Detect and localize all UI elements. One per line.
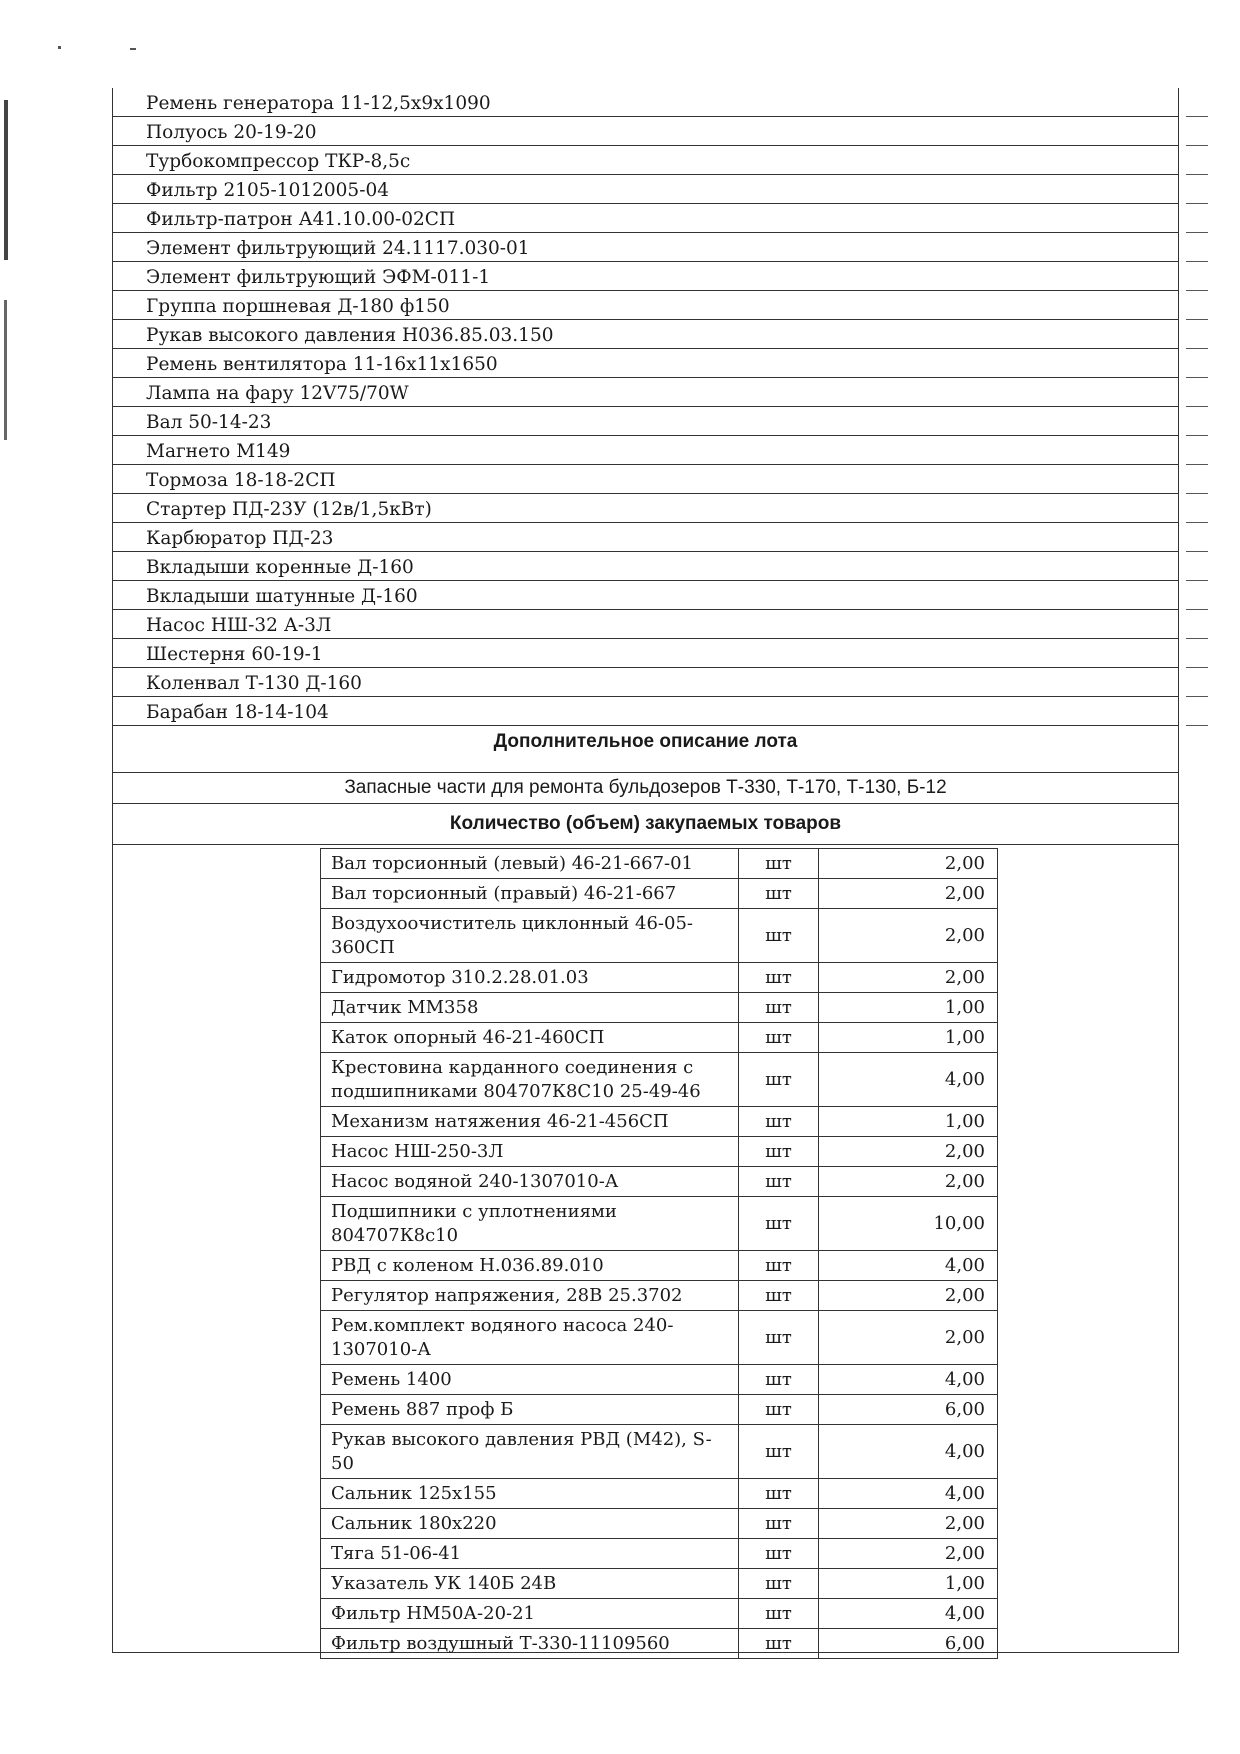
spare-part-row: [113, 552, 1178, 581]
unit-cell: шт: [739, 1629, 819, 1659]
item-name-cell: Воздухоочиститель циклонный 46-05-360СП: [321, 909, 739, 963]
spare-part-row: [113, 494, 1178, 523]
spare-part-name: Вал 50-14-23: [146, 412, 272, 433]
quantity-cell: 4,00: [819, 1365, 998, 1395]
table-row: [321, 879, 998, 909]
item-name-cell: Насос НШ-250-3Л: [321, 1137, 739, 1167]
unit-cell: шт: [739, 1395, 819, 1425]
table-row: [321, 1137, 998, 1167]
row-line-stub: [1186, 406, 1208, 407]
table-row: [321, 1311, 998, 1365]
row-line-stub: [1186, 319, 1208, 320]
spare-part-name: Фильтр 2105-1012005-04: [146, 180, 389, 201]
spare-part-row: [113, 610, 1178, 639]
scan-edge-mark: [4, 300, 7, 440]
scan-edge-mark: [4, 100, 8, 260]
spare-part-row: [113, 581, 1178, 610]
spare-part-name: Шестерня 60-19-1: [146, 644, 323, 665]
spare-part-row: [113, 668, 1178, 697]
spare-part-name: Ремень вентилятора 11-16х11х1650: [146, 354, 498, 375]
row-line-stub: [1186, 522, 1208, 523]
table-row: [321, 1629, 998, 1659]
table-row: [321, 1395, 998, 1425]
table-row: [321, 1197, 998, 1251]
unit-cell: шт: [739, 1107, 819, 1137]
spare-part-row: [113, 523, 1178, 552]
spare-parts-list: [113, 88, 1178, 726]
row-line-stub: [1186, 290, 1208, 291]
table-row: [321, 1251, 998, 1281]
table-row: [321, 1023, 998, 1053]
quantity-cell: 2,00: [819, 963, 998, 993]
spare-part-name: Карбюратор ПД-23: [146, 528, 334, 549]
spare-part-row: [113, 407, 1178, 436]
table-row: [321, 1281, 998, 1311]
quantity-heading: Количество (объем) закупаемых товаров: [113, 804, 1178, 845]
unit-cell: шт: [739, 1365, 819, 1395]
unit-cell: шт: [739, 1281, 819, 1311]
spare-part-name: Стартер ПД-23У (12в/1,5кВт): [146, 499, 432, 520]
spare-part-name: Вкладыши коренные Д-160: [146, 557, 414, 578]
quantity-cell: 10,00: [819, 1197, 998, 1251]
unit-cell: шт: [739, 879, 819, 909]
unit-cell: шт: [739, 963, 819, 993]
quantity-cell: 2,00: [819, 909, 998, 963]
unit-cell: шт: [739, 849, 819, 879]
spare-part-name: Полуось 20-19-20: [146, 122, 317, 143]
table-row: [321, 1425, 998, 1479]
frame-right-line: [1178, 88, 1179, 1653]
item-name-cell: Указатель УК 140Б 24В: [321, 1569, 739, 1599]
quantity-cell: 2,00: [819, 1167, 998, 1197]
row-line-stub: [1186, 551, 1208, 552]
quantity-cell: 4,00: [819, 1479, 998, 1509]
row-line-stub: [1186, 667, 1208, 668]
scan-mark: [130, 48, 136, 50]
table-row: [321, 1167, 998, 1197]
unit-cell: шт: [739, 1479, 819, 1509]
unit-cell: шт: [739, 1167, 819, 1197]
item-name-cell: Крестовина карданного соединения с подшипниками 804707К8С10 25-49-46: [321, 1053, 739, 1107]
quantity-cell: 4,00: [819, 1425, 998, 1479]
spare-part-name: Коленвал Т-130 Д-160: [146, 673, 362, 694]
row-line-stub: [1186, 348, 1208, 349]
spare-part-row: [113, 378, 1178, 407]
table-row: [321, 909, 998, 963]
scan-mark: [58, 46, 61, 49]
spare-part-row: [113, 349, 1178, 378]
quantity-cell: 2,00: [819, 1311, 998, 1365]
item-name-cell: Вал торсионный (левый) 46-21-667-01: [321, 849, 739, 879]
quantity-cell: 4,00: [819, 1053, 998, 1107]
row-line-stub: [1186, 435, 1208, 436]
spare-part-name: Турбокомпрессор ТКР-8,5с: [146, 151, 411, 172]
spare-part-row: [113, 436, 1178, 465]
item-name-cell: Тяга 51-06-41: [321, 1539, 739, 1569]
unit-cell: шт: [739, 1311, 819, 1365]
table-row: [321, 993, 998, 1023]
quantity-cell: 1,00: [819, 1569, 998, 1599]
quantity-cell: 2,00: [819, 1281, 998, 1311]
unit-cell: шт: [739, 1539, 819, 1569]
row-line-stub: [1186, 580, 1208, 581]
quantity-cell: 1,00: [819, 1107, 998, 1137]
spare-part-row: [113, 465, 1178, 494]
quantity-cell: 2,00: [819, 1539, 998, 1569]
row-line-stub: [1186, 609, 1208, 610]
row-line-stub: [1186, 261, 1208, 262]
unit-cell: шт: [739, 1023, 819, 1053]
table-row: [321, 1479, 998, 1509]
item-name-cell: Вал торсионный (правый) 46-21-667: [321, 879, 739, 909]
unit-cell: шт: [739, 993, 819, 1023]
unit-cell: шт: [739, 1425, 819, 1479]
table-row: [321, 1107, 998, 1137]
spare-part-row: [113, 146, 1178, 175]
item-name-cell: Сальник 180х220: [321, 1509, 739, 1539]
row-line-stub: [1186, 145, 1208, 146]
quantity-cell: 1,00: [819, 993, 998, 1023]
item-name-cell: Рем.комплект водяного насоса 240-1307010-А: [321, 1311, 739, 1365]
item-name-cell: Фильтр НМ50А-20-21: [321, 1599, 739, 1629]
spare-part-name: Рукав высокого давления Н036.85.03.150: [146, 325, 554, 346]
table-row: [321, 1053, 998, 1107]
spare-part-row: [113, 291, 1178, 320]
spare-part-row: [113, 117, 1178, 146]
additional-description-heading: Дополнительное описание лота: [113, 712, 1178, 773]
row-line-stub: [1186, 377, 1208, 378]
spare-part-name: Элемент фильтрующий 24.1117.030-01: [146, 238, 530, 259]
item-name-cell: Подшипники с уплотнениями 804707К8с10: [321, 1197, 739, 1251]
table-row: [321, 1509, 998, 1539]
quantity-cell: 6,00: [819, 1395, 998, 1425]
spare-part-row: [113, 233, 1178, 262]
item-name-cell: Каток опорный 46-21-460СП: [321, 1023, 739, 1053]
row-line-stub: [1186, 203, 1208, 204]
row-line-stub: [1186, 174, 1208, 175]
table-row: [321, 849, 998, 879]
spare-part-name: Лампа на фару 12V75/70W: [146, 383, 409, 404]
spare-part-name: Магнето М149: [146, 441, 291, 462]
table-row: [321, 963, 998, 993]
item-name-cell: Механизм натяжения 46-21-456СП: [321, 1107, 739, 1137]
row-line-stub: [1186, 464, 1208, 465]
item-name-cell: Ремень 1400: [321, 1365, 739, 1395]
spare-part-row: [113, 639, 1178, 668]
item-name-cell: Ремень 887 проф Б: [321, 1395, 739, 1425]
item-name-cell: Рукав высокого давления РВД (М42), S-50: [321, 1425, 739, 1479]
quantity-cell: 2,00: [819, 849, 998, 879]
quantity-cell: 2,00: [819, 1137, 998, 1167]
quantity-cell: 4,00: [819, 1251, 998, 1281]
additional-description-text: Запасные части для ремонта бульдозеров Т-330, Т-170, Т-130, Б-12: [113, 773, 1178, 804]
item-name-cell: Насос водяной 240-1307010-А: [321, 1167, 739, 1197]
unit-cell: шт: [739, 1599, 819, 1629]
unit-cell: шт: [739, 1137, 819, 1167]
item-name-cell: Сальник 125х155: [321, 1479, 739, 1509]
table-row: [321, 1365, 998, 1395]
item-name-cell: Датчик ММ358: [321, 993, 739, 1023]
spare-part-row: [113, 204, 1178, 233]
spare-part-name: Насос НШ-32 А-3Л: [146, 615, 332, 636]
spare-part-name: Ремень генератора 11-12,5х9х1090: [146, 93, 491, 114]
unit-cell: шт: [739, 1053, 819, 1107]
row-line-stub: [1186, 725, 1208, 726]
quantity-cell: 2,00: [819, 1509, 998, 1539]
spare-part-name: Элемент фильтрующий ЭФМ-011-1: [146, 267, 491, 288]
quantity-cell: 1,00: [819, 1023, 998, 1053]
unit-cell: шт: [739, 1509, 819, 1539]
quantity-cell: 6,00: [819, 1629, 998, 1659]
table-row: [321, 1599, 998, 1629]
quantity-cell: 2,00: [819, 879, 998, 909]
table-row: [321, 1539, 998, 1569]
spare-part-name: Тормоза 18-18-2СП: [146, 470, 336, 491]
table-row: [321, 1569, 998, 1599]
spare-part-name: Барабан 18-14-104: [146, 702, 329, 723]
row-line-stub: [1186, 493, 1208, 494]
unit-cell: шт: [739, 1569, 819, 1599]
item-name-cell: Фильтр воздушный Т-330-11109560: [321, 1629, 739, 1659]
spare-part-row: [113, 175, 1178, 204]
quantity-cell: 4,00: [819, 1599, 998, 1629]
unit-cell: шт: [739, 1197, 819, 1251]
row-line-stub: [1186, 696, 1208, 697]
unit-cell: шт: [739, 1251, 819, 1281]
spare-part-name: Фильтр-патрон А41.10.00-02СП: [146, 209, 456, 230]
item-name-cell: РВД с коленом Н.036.89.010: [321, 1251, 739, 1281]
row-line-stub: [1186, 638, 1208, 639]
goods-quantity-table: [320, 848, 998, 1659]
unit-cell: шт: [739, 909, 819, 963]
spare-part-row: [113, 88, 1178, 117]
item-name-cell: Регулятор напряжения, 28В 25.3702: [321, 1281, 739, 1311]
spare-part-name: Группа поршневая Д-180 ф150: [146, 296, 450, 317]
spare-part-row: [113, 262, 1178, 291]
spare-part-name: Вкладыши шатунные Д-160: [146, 586, 418, 607]
row-line-stub: [1186, 232, 1208, 233]
item-name-cell: Гидромотор 310.2.28.01.03: [321, 963, 739, 993]
spare-part-row: [113, 320, 1178, 349]
row-line-stub: [1186, 116, 1208, 117]
